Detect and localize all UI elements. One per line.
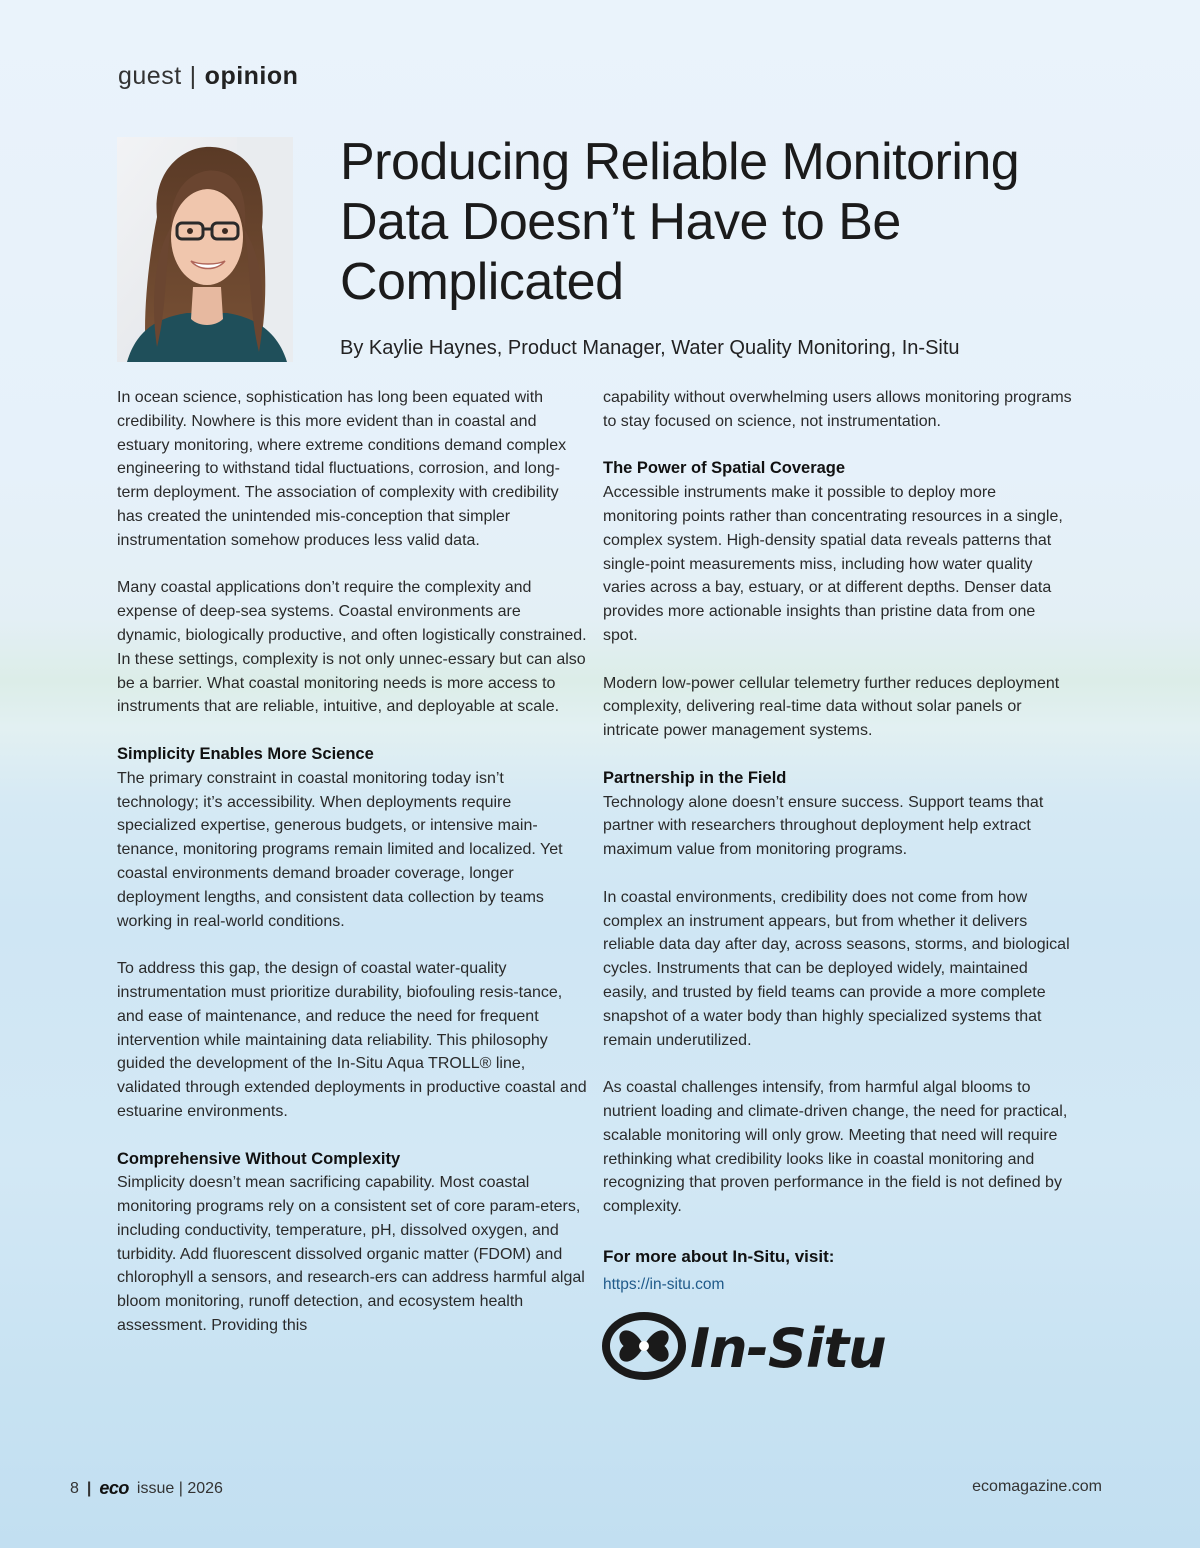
paragraph: Accessible instruments make it possible to deploy more monitoring points rather than concentrating resources in a single, complex system. High-density spatial data reveals patterns that single-point measurements miss, including how water quality varies across a bay, estuary, or at different depths. Denser data provides more actionable insights than pristine data from one spot.: [603, 484, 1063, 644]
visit-label: For more about In-Situ, visit:: [603, 1246, 835, 1266]
in-situ-logo-mark-icon: [606, 1316, 682, 1376]
author-portrait-image: [117, 137, 293, 362]
paragraph: The primary constraint in coastal monitoring today isn’t technology; it’s accessibility. When deployments require specialized expertise, generous budgets, or intensive main-tenance, monitoring programs remain limited and localized. Yet coastal environments demand broader coverage, longer deployment lengths, and consistent data collection by teams working in real-world conditions.: [117, 769, 563, 930]
in-situ-logo-wordmark: In-Situ: [690, 1317, 886, 1380]
article-byline: By Kaylie Haynes, Product Manager, Water Quality Monitoring, In-Situ: [340, 337, 960, 359]
footer-separator: |: [86, 1479, 92, 1497]
paragraph: In ocean science, sophistication has long been equated with credibility. Nowhere is this more evident than in coastal and estuary monitoring, where extreme conditions demand complex engineering to withstand tidal fluctuations, corrosion, and long-term deployment. The association of complexity with credibility has created the unintended mis-conception that simpler instrumentation somehow produces less valid data.: [117, 389, 567, 549]
section-label-opinion: opinion: [204, 62, 299, 90]
section-separator: |: [189, 62, 197, 90]
magazine-logo: eco: [99, 1478, 129, 1498]
paragraph: To address this gap, the design of coastal water-quality instrumentation must prioritize durability, biofouling resis-tance, and ease of maintenance, and reduce the need for frequent intervention while maintaining data reliability. This philosophy guided the development of the In-Situ Aqua TROLL® line, validated through extended deployments in productive coastal and estuarine environments.: [117, 960, 587, 1120]
subheading-simplicity: Simplicity Enables More Science: [117, 744, 374, 763]
article-column-left: [117, 386, 587, 1362]
article-column-right: [603, 386, 1073, 1299]
paragraph: capability without overwhelming users allows monitoring programs to stay focused on science, not instrumentation.: [603, 389, 1072, 430]
paragraph: Modern low-power cellular telemetry further reduces deployment complexity, delivering real-time data without solar panels or intricate power management systems.: [603, 674, 1060, 740]
footer-site[interactable]: ecomagazine.com: [972, 1478, 1102, 1495]
paragraph: Technology alone doesn’t ensure success. Support teams that partner with researchers throughout deployment help extract maximum value from monitoring programs.: [603, 793, 1044, 859]
section-label-guest: guest: [118, 62, 182, 90]
footer-left: [70, 1478, 223, 1499]
subheading-partnership: Partnership in the Field: [603, 768, 787, 787]
paragraph: Simplicity doesn’t mean sacrificing capability. Most coastal monitoring programs rely on a consistent set of core param-eters, including conductivity, temperature, pH, dissolved oxygen, and turbidity. Add fluorescent dissolved organic matter (FDOM) and chlorophyll a sensors, and research-ers can address harmful algal bloom monitoring, runoff detection, and ecosystem health assessment. Providing this: [117, 1174, 585, 1335]
paragraph: As coastal challenges intensify, from harmful algal blooms to nutrient loading and climate-driven change, the need for practical, scalable monitoring will only grow. Meeting that need will require rethinking what credibility looks like in coastal monitoring and recognizing that proven performance in the field is not defined by complexity.: [603, 1079, 1068, 1216]
paragraph: Many coastal applications don’t require the complexity and expense of deep-sea systems. Coastal environments are dynamic, biologically productive, and often logistically constrained. In these settings, complexity is not only unnec-essary but can also be a barrier. What coastal monitoring needs is more access to instruments that are reliable, intuitive, and deployable at scale.: [117, 579, 587, 716]
section-tag: [118, 62, 298, 91]
in-situ-logo: [602, 1311, 962, 1381]
author-portrait: [117, 137, 293, 362]
page-number: 8: [70, 1479, 79, 1497]
article-headline: Producing Reliable Monitoring Data Doesn’t Have to Be Complicated: [340, 133, 1020, 311]
issue-label: issue | 2026: [136, 1479, 223, 1497]
subheading-spatial-coverage: The Power of Spatial Coverage: [603, 459, 846, 478]
visit-link[interactable]: https://in-situ.com: [603, 1275, 725, 1293]
subheading-comprehensive: Comprehensive Without Complexity: [117, 1149, 401, 1168]
paragraph: In coastal environments, credibility does not come from how complex an instrument appears, but from whether it delivers reliable data day after day, across seasons, storms, and biological cycles. Instruments that can be deployed widely, maintained easily, and trusted by field teams can provide a more complete snapshot of a water body than highly specialized systems that remain underutilized.: [603, 888, 1070, 1049]
